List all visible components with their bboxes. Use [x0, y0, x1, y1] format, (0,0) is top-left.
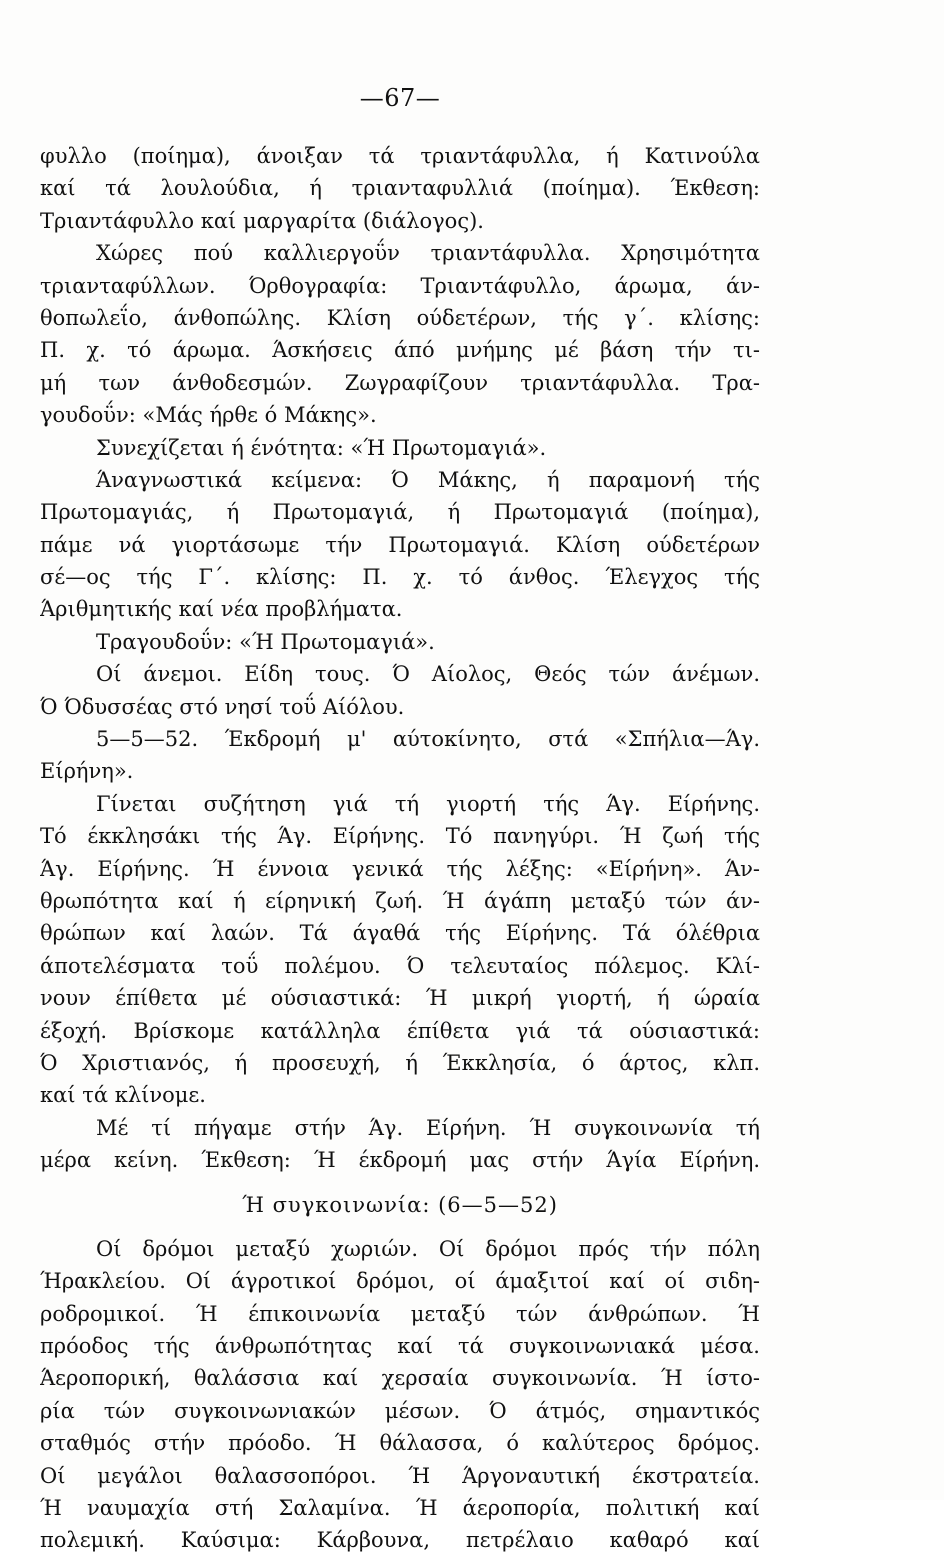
body-text [40, 140, 760, 1557]
text-line: Π. χ. τό άρωμα. Άσκήσεις άπό μνήμης μέ βάση τήν τι- [40, 338, 760, 363]
text-line: Άεροπορική, θαλάσσια καί χερσαία συγκοινωνία. Ή ίστο- [40, 1366, 760, 1391]
paragraph-gap [40, 1221, 760, 1233]
paragraph-gap [40, 1177, 760, 1189]
text-line: ρία τών συγκοινωνιακών μέσων. Ό άτμός, σημαντικός [40, 1398, 760, 1423]
text-line: ροδρομικοί. Ή έπικοινωνία μεταξύ τών άνθρώπων. Ή [40, 1301, 760, 1326]
text-line: Τραγουδοΰν: «Ή Πρωτομαγιά». [96, 629, 435, 654]
text-line: 5—5—52. Έκδρομή μ' αύτοκίνητο, στά «Σπήλια—Άγ. [96, 727, 760, 752]
text-line: Οί μεγάλοι θαλασσοπόροι. Ή Άργοναυτική έκστρατεία. [40, 1463, 760, 1488]
text-line: Συνεχίζεται ή ένότητα: «Ή Πρωτομαγιά». [96, 435, 547, 460]
text-line: θρωπότητα καί ή είρηνική ζωή. Ή άγάπη μεταξύ τών άν- [40, 888, 760, 913]
text-line: τριανταφύλλων. Όρθογραφία: Τριαντάφυλλο, άρωμα, άν- [40, 273, 760, 298]
text-line: Πρωτομαγιάς, ή Πρωτομαγιά, ή Πρωτομαγιά (ποίημα), [40, 500, 760, 525]
text-line: νουν έπίθετα μέ ούσιαστικά: Ή μικρή γιορτή, ή ώραία [40, 986, 760, 1011]
text-line: Χώρες πού καλλιεργοΰν τριαντάφυλλα. Χρησιμότητα [96, 241, 760, 266]
text-line: άποτελέσματα τοΰ πολέμου. Ό τελευταίος πόλεμος. Κλί- [40, 953, 760, 978]
text-line: Οί άνεμοι. Είδη τους. Ό Αίολος, Θεός τών άνέμων. [96, 662, 760, 687]
text-line: πολεμική. Καύσιμα: Κάρβουνα, πετρέλαιο καθαρό καί [40, 1528, 760, 1553]
text-line: Άριθμητικής καί νέα προβλήματα. [40, 597, 403, 622]
text-line: Ό Όδυσσέας στό νησί τοΰ Αίόλου. [40, 694, 405, 719]
text-line: θρώπων καί λαών. Τά άγαθά τής Είρήνης. Τά όλέθρια [40, 921, 760, 946]
text-line: πρόοδος τής άνθρωπότητας καί τά συγκοινωνιακά μέσα. [40, 1334, 760, 1359]
text-line: Οί δρόμοι μεταξύ χωριών. Οί δρόμοι πρός τήν πόλη [96, 1236, 760, 1261]
text-line: Ήρακλείου. Οί άγροτικοί δρόμοι, οί άμαξιτοί καί οί σιδη- [40, 1269, 760, 1294]
text-line: Είρήνη». [40, 759, 134, 784]
text-line: Τό έκκλησάκι τής Άγ. Είρήνης. Τό πανηγύρι. Ή ζωή τής [40, 824, 760, 849]
text-line: μέρα κείνη. Έκθεση: Ή έκδρομή μας στήν Άγία Είρήνη. [40, 1148, 760, 1173]
text-line: Γίνεται συζήτηση γιά τή γιορτή τής Άγ. Είρήνης. [96, 791, 760, 816]
text-line: Ό Χριστιανός, ή προσευχή, ή Έκκλησία, ό άρτος, κλπ. [40, 1050, 760, 1075]
text-line: φυλλο (ποίημα), άνοιξαν τά τριαντάφυλλα, ή Κατινούλα [40, 144, 760, 168]
text-line: καί τά κλίνομε. [40, 1083, 206, 1108]
text-line: θοπωλεΐο, άνθοπώλης. Κλίση ούδετέρων, τής γ΄. κλίσης: [40, 305, 760, 330]
text-line: μή των άνθοδεσμών. Ζωγραφίζουν τριαντάφυλλα. Τρα- [40, 370, 760, 395]
text-line: Άναγνωστικά κείμενα: Ό Μάκης, ή παραμονή τής [96, 467, 760, 492]
text-line: καί τά λουλούδια, ή τριανταφυλλιά (ποίημα). Έκθεση: [40, 176, 760, 201]
page-number: —67— [359, 84, 441, 112]
text-line: Τριαντάφυλλο καί μαργαρίτα (διάλογος). [40, 208, 484, 233]
text-line: πάμε νά γιορτάσωμε τήν Πρωτομαγιά. Κλίση ούδετέρων [40, 532, 760, 557]
text-line: έξοχή. Βρίσκομε κατάλληλα έπίθετα γιά τά ούσιαστικά: [40, 1018, 760, 1043]
text-line: γουδοΰν: «Μάς ήρθε ό Μάκης». [40, 403, 377, 428]
text-line: σέ—ος τής Γ΄. κλίσης: Π. χ. τό άνθος. Έλεγχος τής [40, 565, 760, 590]
text-line: Μέ τί πήγαμε στήν Άγ. Είρήνη. Ή συγκοινωνία τή [96, 1115, 760, 1140]
text-line: σταθμός στήν πρόοδο. Ή θάλασσα, ό καλύτερος δρόμος. [40, 1431, 760, 1456]
text-line: Ή ναυμαχία στή Σαλαμίνα. Ή άεροπορία, πολιτική καί [40, 1496, 760, 1521]
section-heading: Ή συγκοινωνία: (6—5—52) [242, 1192, 558, 1217]
text-line: Άγ. Είρήνης. Ή έννοια γενικά τής λέξης: «Είρήνη». Άν- [40, 856, 760, 881]
